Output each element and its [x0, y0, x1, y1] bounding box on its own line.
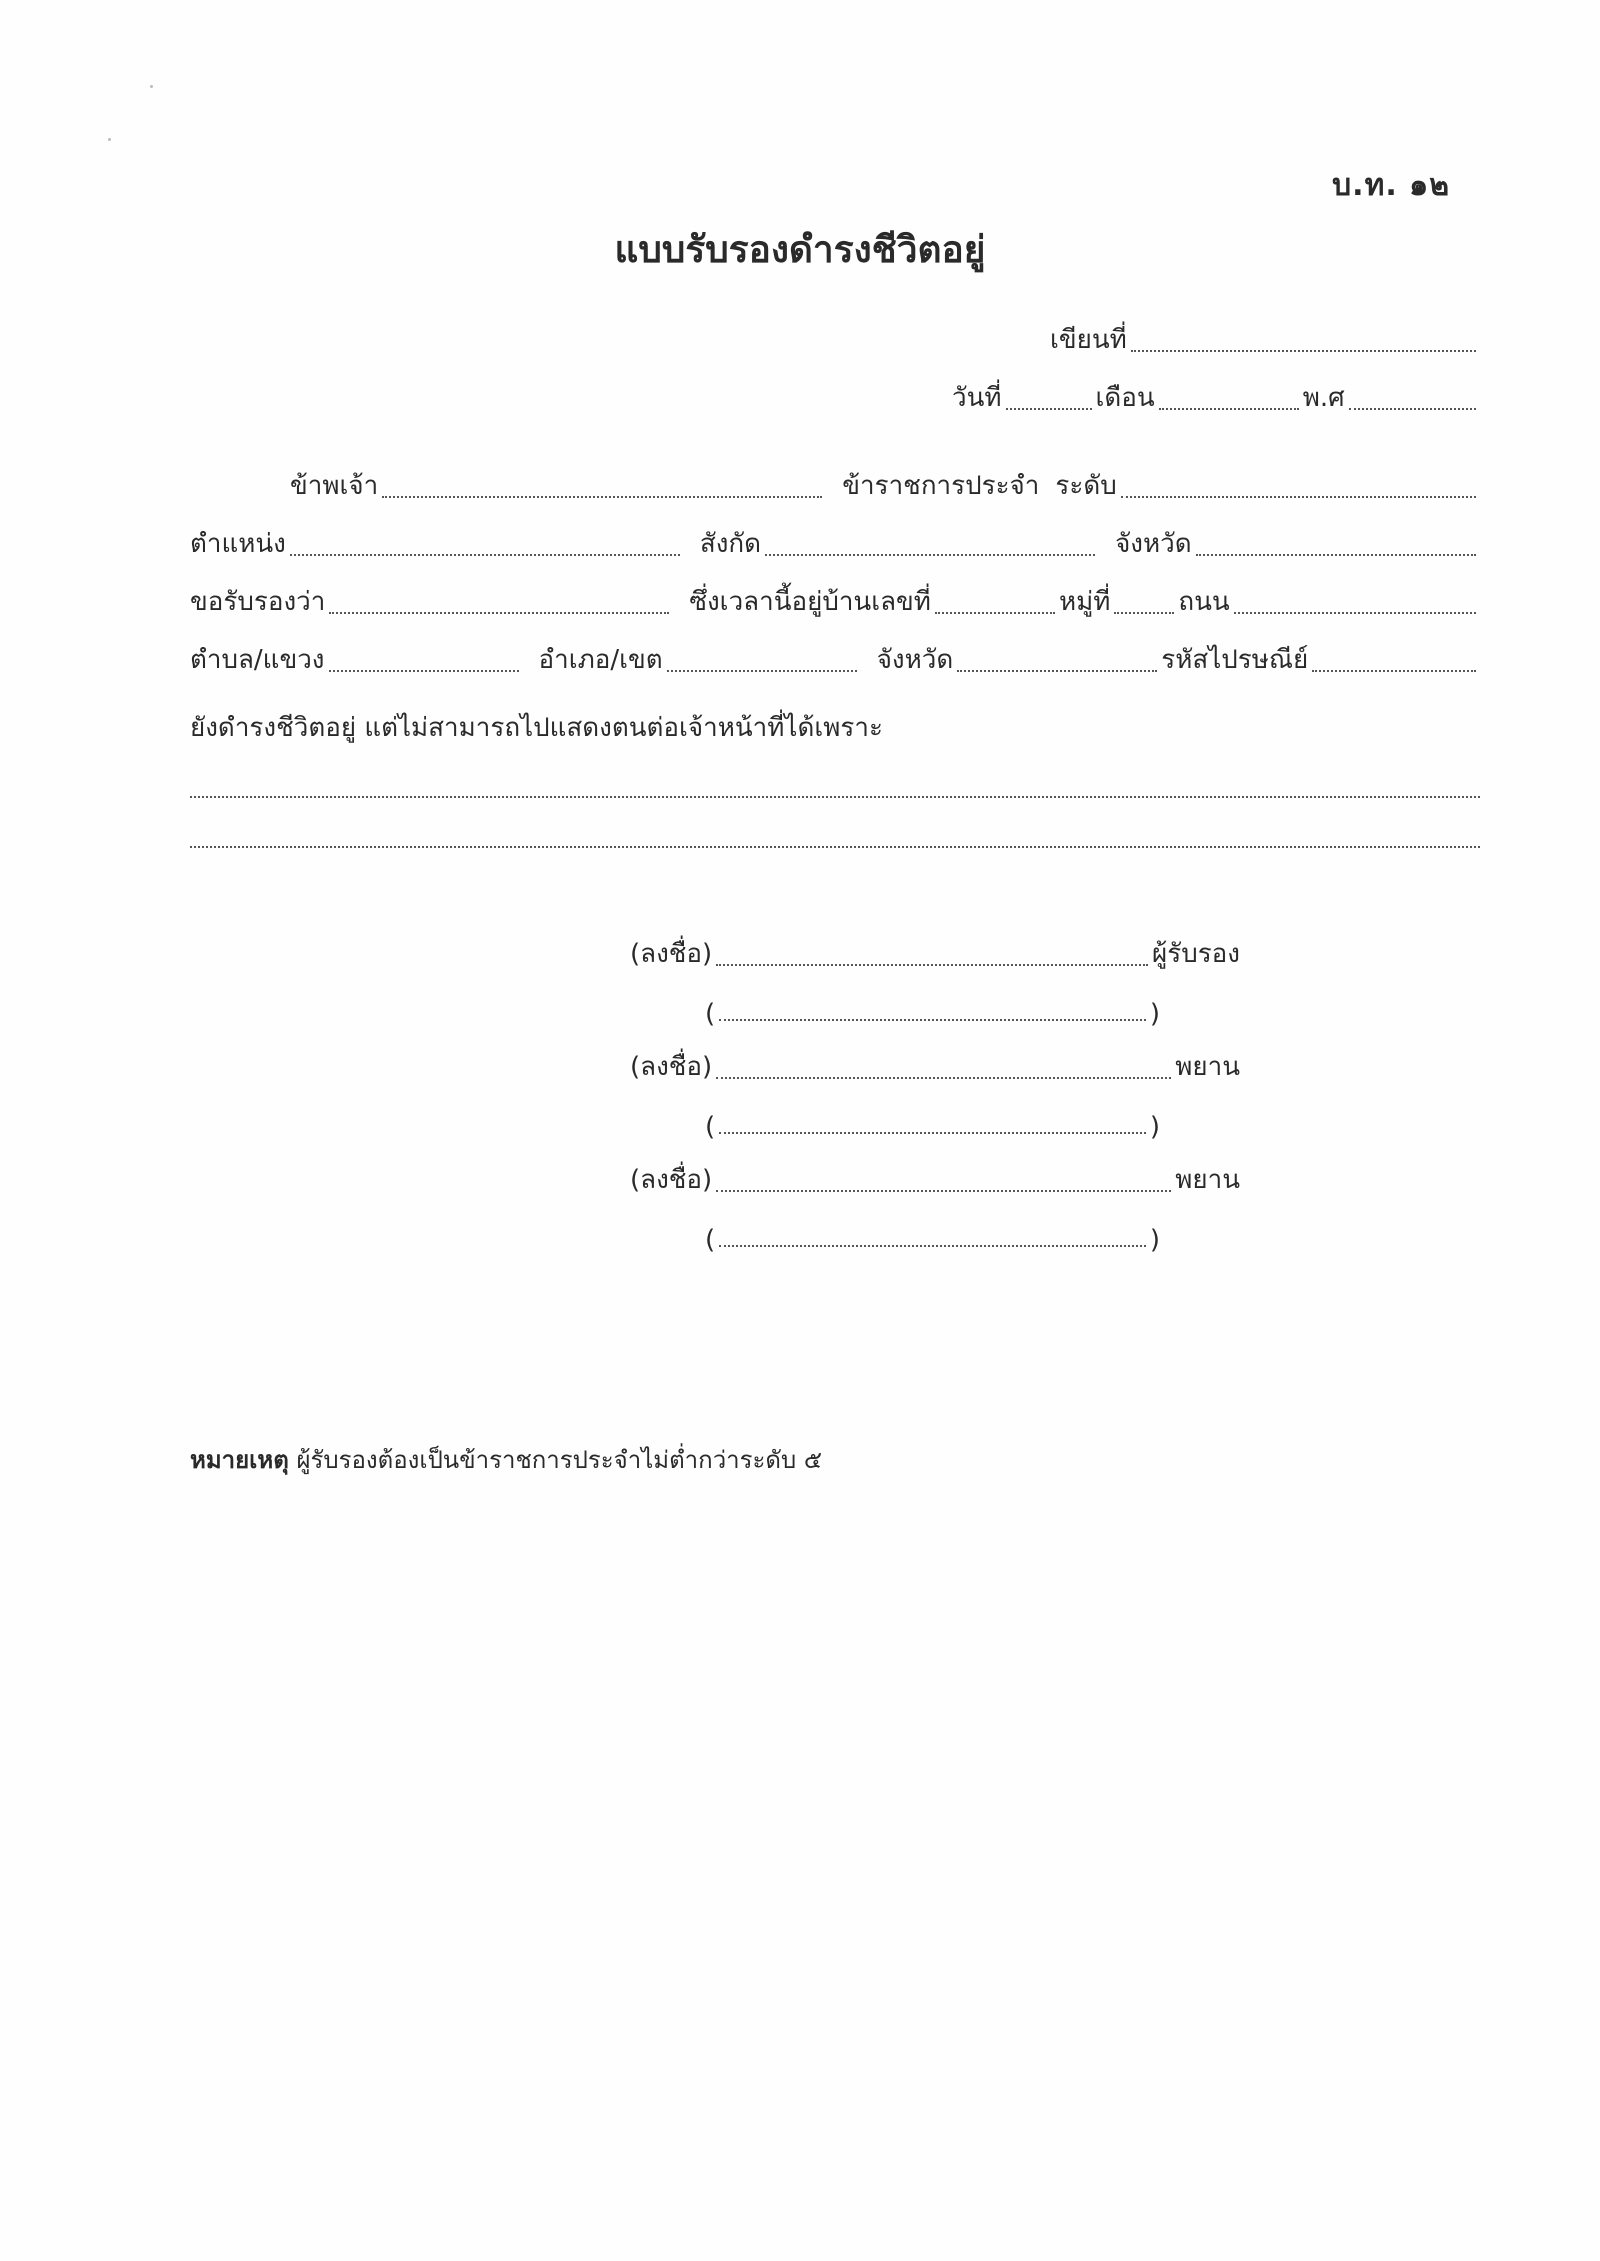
close-paren: )	[1149, 999, 1160, 1029]
province-field-2[interactable]	[957, 670, 1157, 672]
affiliation-field[interactable]	[765, 554, 1095, 556]
road-field[interactable]	[1234, 612, 1476, 614]
witness-2-name-field[interactable]	[719, 1245, 1146, 1247]
subdistrict-field[interactable]	[329, 670, 519, 672]
certify-field[interactable]	[329, 612, 669, 614]
note-label: หมายเหตุ	[190, 1446, 289, 1474]
witness-1-signature-line	[630, 1043, 1240, 1087]
scan-speck	[150, 85, 153, 88]
certifier-name-field[interactable]	[719, 1019, 1146, 1021]
certify-label: ขอรับรองว่า	[190, 587, 326, 617]
written-at-line	[1050, 316, 1480, 360]
moo-label: หมู่ที่	[1058, 587, 1111, 617]
house-no-label: ซึ่งเวลานี้อยู่บ้านเลขที่	[689, 587, 931, 617]
sign-label: (ลงชื่อ)	[630, 939, 713, 969]
province-field[interactable]	[1196, 554, 1476, 556]
moo-field[interactable]	[1114, 612, 1174, 614]
postcode-field[interactable]	[1312, 670, 1476, 672]
note-text: ผู้รับรองต้องเป็นข้าราชการประจำไม่ต่ำกว่าระดับ ๕	[296, 1446, 823, 1474]
reason-field-2[interactable]	[190, 846, 1480, 848]
subdistrict-label: ตำบล/แขวง	[190, 645, 325, 675]
month-field[interactable]	[1159, 408, 1299, 410]
close-paren: )	[1149, 1112, 1160, 1142]
level-label: ระดับ	[1055, 471, 1117, 501]
name-field[interactable]	[382, 496, 822, 498]
witness-2-signature-field[interactable]	[716, 1190, 1171, 1192]
witness-1-signature-field[interactable]	[716, 1077, 1171, 1079]
body-line-1	[290, 462, 1480, 506]
position-label: ตำแหน่ง	[190, 529, 286, 559]
position-field[interactable]	[290, 554, 680, 556]
reason-line-2	[190, 812, 1480, 856]
body-line-3	[190, 578, 1480, 622]
sign-label: (ลงชื่อ)	[630, 1052, 713, 1082]
written-at-label: เขียนที่	[1050, 325, 1127, 355]
civil-servant-label: ข้าราชการประจำ	[842, 471, 1040, 501]
statement-text: ยังดำรงชีวิตอยู่ แต่ไม่สามารถไปแสดงตนต่อเจ้าหน้าที่ได้เพราะ	[190, 713, 883, 743]
postcode-label: รหัสไปรษณีย์	[1161, 645, 1309, 675]
written-at-field[interactable]	[1131, 350, 1476, 352]
page-title: แบบรับรองดำรงชีวิตอยู่	[614, 228, 986, 271]
district-field[interactable]	[667, 670, 857, 672]
affiliation-label: สังกัด	[699, 529, 762, 559]
certifier-label: ผู้รับรอง	[1152, 939, 1240, 969]
district-label: อำเภอ/เขต	[538, 645, 663, 675]
year-label: พ.ศ	[1302, 383, 1345, 413]
witness-1-name-line	[705, 1098, 1160, 1142]
house-no-field[interactable]	[935, 612, 1055, 614]
witness-2-signature-line	[630, 1156, 1240, 1200]
witness-label: พยาน	[1175, 1165, 1240, 1195]
open-paren: (	[705, 1225, 716, 1255]
scan-speck	[108, 138, 111, 141]
footnote	[190, 1440, 822, 1479]
open-paren: (	[705, 1112, 716, 1142]
road-label: ถนน	[1178, 587, 1230, 617]
reason-line-1	[190, 762, 1480, 806]
year-field[interactable]	[1349, 408, 1476, 410]
certifier-name-line	[705, 985, 1160, 1029]
date-line	[952, 374, 1480, 418]
body-line-2	[190, 520, 1480, 564]
day-field[interactable]	[1006, 408, 1092, 410]
certifier-signature-line	[630, 930, 1240, 974]
witness-2-name-line	[705, 1211, 1160, 1255]
province-label: จังหวัด	[1115, 529, 1192, 559]
province-label-2: จังหวัด	[876, 645, 954, 675]
month-label: เดือน	[1095, 383, 1155, 413]
witness-label: พยาน	[1175, 1052, 1240, 1082]
day-label: วันที่	[952, 383, 1002, 413]
level-field[interactable]	[1121, 496, 1476, 498]
sign-label: (ลงชื่อ)	[630, 1165, 713, 1195]
witness-1-name-field[interactable]	[719, 1132, 1146, 1134]
statement-line	[190, 704, 1480, 748]
i-label: ข้าพเจ้า	[290, 471, 379, 501]
reason-field-1[interactable]	[190, 796, 1480, 798]
form-code: บ.ท. ๑๒	[1332, 168, 1450, 203]
certifier-signature-field[interactable]	[716, 964, 1148, 966]
body-line-4	[190, 636, 1480, 680]
open-paren: (	[705, 999, 716, 1029]
close-paren: )	[1149, 1225, 1160, 1255]
